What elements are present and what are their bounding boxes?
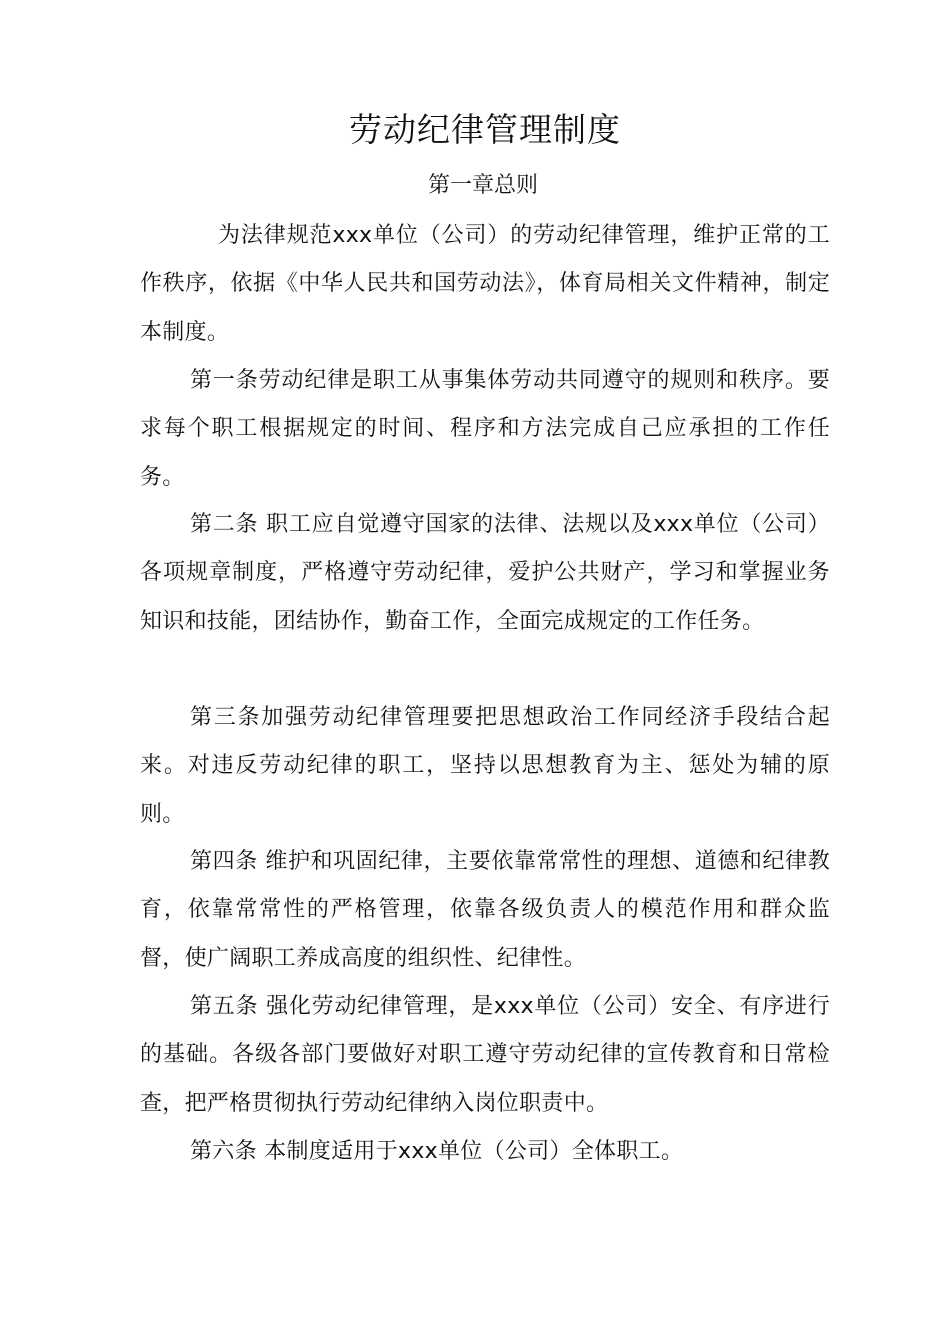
article-6-paragraph: 第六条 本制度适用于xxx单位（公司）全体职工。: [190, 1139, 684, 1164]
chapter-heading: 第一章总则: [427, 173, 538, 198]
intro-paragraph: 为法律规范xxx单位（公司）的劳动纪律管理，维护正常的工作秩序，依据《中华人民共和国劳动法》，体育局相关文件精神，制定本制度。: [140, 223, 830, 345]
document-title: 劳动纪律管理制度: [349, 110, 621, 149]
article-4-paragraph: 第四条 维护和巩固纪律，主要依靠常常性的理想、道德和纪律教育，依靠常常性的严格管理，依靠各级负责人的模范作用和群众监督，使广阔职工养成高度的组织性、纪律性。: [140, 849, 830, 971]
article-1-paragraph: 第一条劳动纪律是职工从事集体劳动共同遵守的规则和秩序。要求每个职工根据规定的时间、程序和方法完成自己应承担的工作任务。: [140, 368, 830, 490]
article-3-paragraph: 第三条加强劳动纪律管理要把思想政治工作同经济手段结合起来。对违反劳动纪律的职工，坚持以思想教育为主、惩处为辅的原则。: [140, 705, 830, 827]
article-2-paragraph: 第二条 职工应自觉遵守国家的法律、法规以及xxx单位（公司）各项规章制度，严格遵守劳动纪律，爱护公共财产，学习和掌握业务知识和技能，团结协作，勤奋工作，全面完成规定的工作任务。: [140, 512, 830, 634]
article-5-paragraph: 第五条 强化劳动纪律管理，是xxx单位（公司）安全、有序进行的基础。各级各部门要做好对职工遵守劳动纪律的宣传教育和日常检查，把严格贯彻执行劳动纪律纳入岗位职责中。: [140, 994, 830, 1116]
